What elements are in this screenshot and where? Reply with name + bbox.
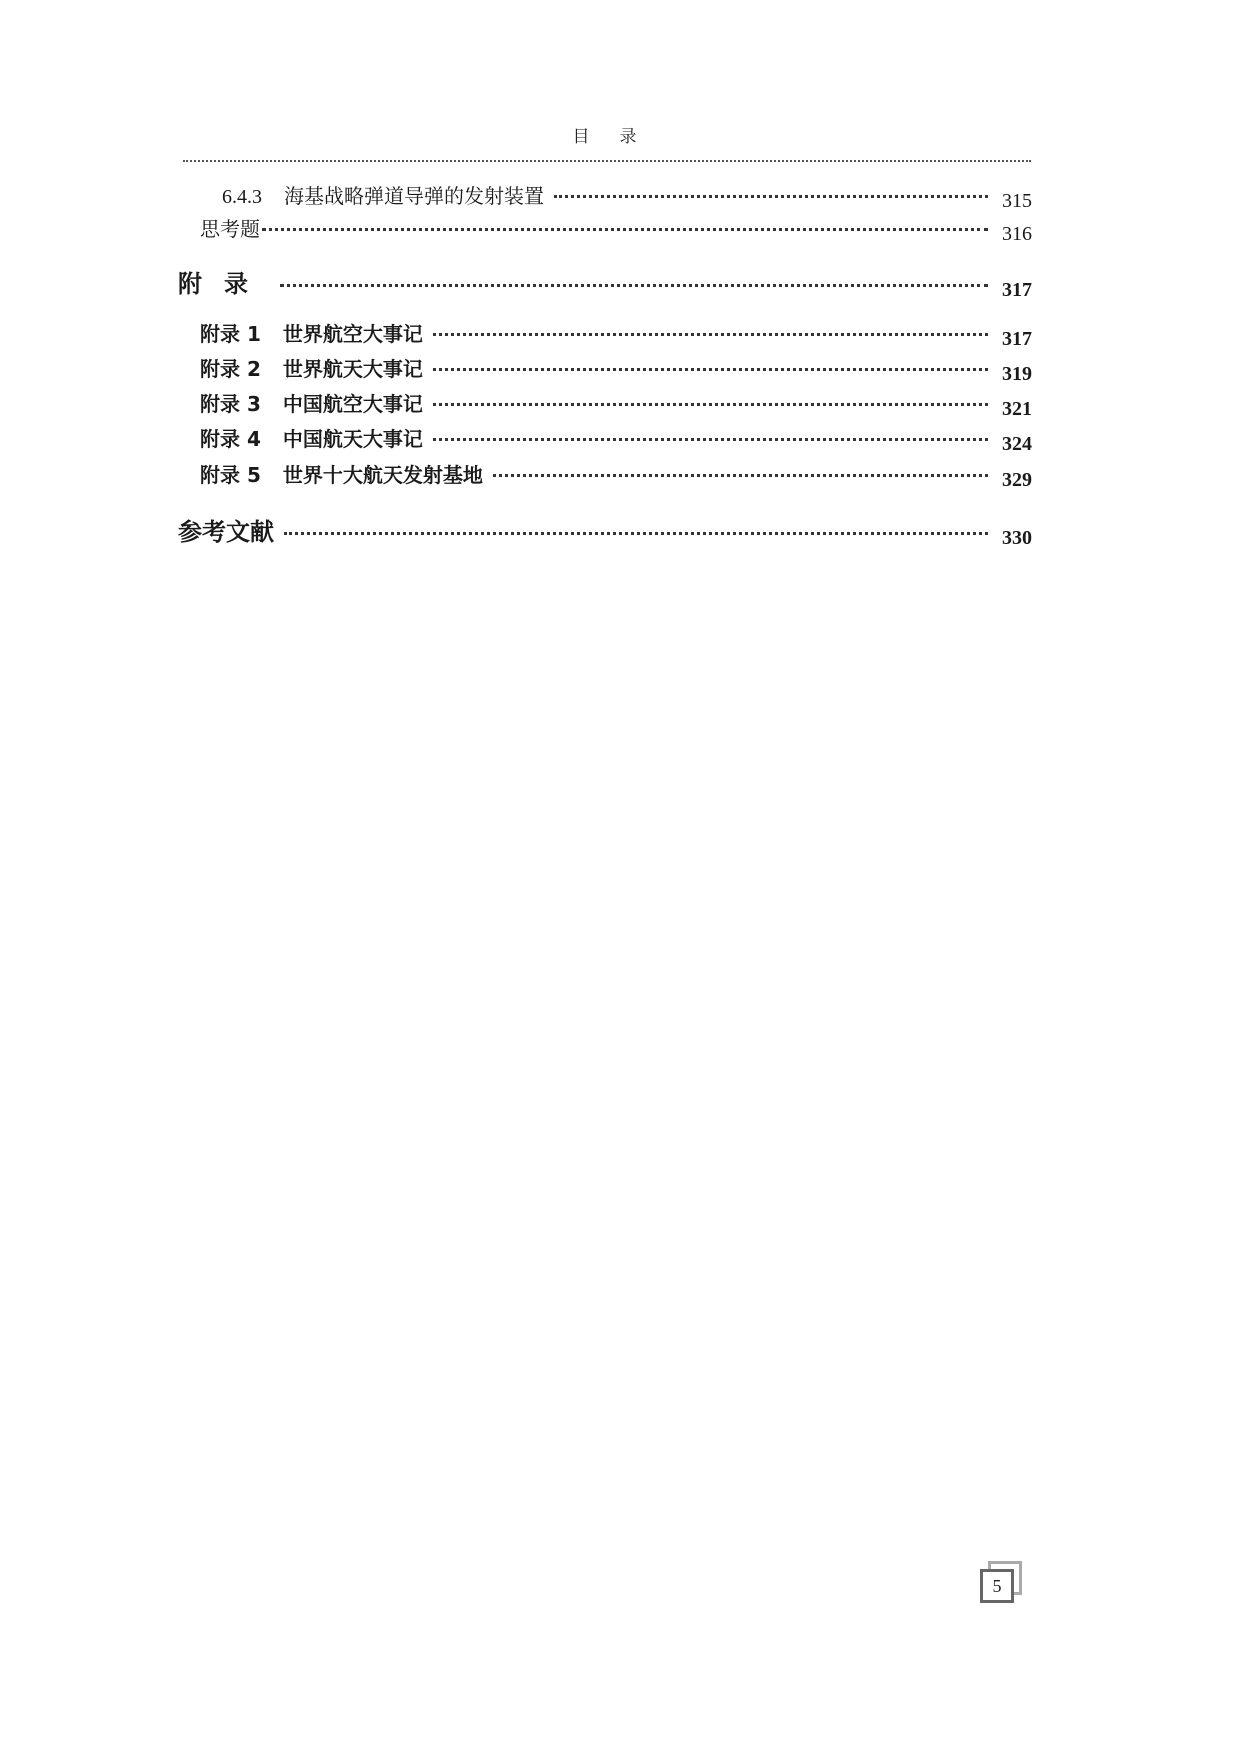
toc-entry-page: 317 <box>1002 279 1032 301</box>
toc-entry-questions[interactable] <box>200 213 1032 243</box>
dot-leader <box>554 195 988 198</box>
toc-entry-page: 330 <box>1002 527 1032 549</box>
toc-entry-title: 参考文献 <box>178 518 274 546</box>
toc-entry-number: 附录 2 <box>200 357 261 381</box>
toc-entry-page: 316 <box>1002 223 1032 245</box>
header-dotted-rule <box>183 160 1031 162</box>
dot-leader <box>493 474 988 477</box>
toc-entry-6-4-3[interactable] <box>222 180 1032 210</box>
toc-entry-number: 6.4.3 <box>222 186 262 208</box>
toc-entry-appendix-3[interactable] <box>200 388 1032 418</box>
toc-entry-appendix-5[interactable] <box>200 459 1032 489</box>
toc-entry-title: 世界航天大事记 <box>282 357 423 381</box>
toc-entry-title: 思考题 <box>200 217 260 241</box>
toc-entry-page: 321 <box>1002 398 1032 420</box>
toc-entry-page: 317 <box>1002 328 1032 350</box>
toc-entry-number: 附录 1 <box>200 322 261 346</box>
dot-leader <box>262 228 988 231</box>
toc-entry-appendix-2[interactable] <box>200 353 1032 383</box>
toc-entry-title: 世界十大航天发射基地 <box>282 463 483 487</box>
toc-entry-title: 附录 <box>178 270 270 298</box>
page-number: 5 <box>980 1569 1014 1603</box>
toc-entry-page: 329 <box>1002 469 1032 491</box>
dot-leader <box>433 403 988 406</box>
toc-entry-page: 315 <box>1002 190 1032 212</box>
toc-entry-appendix-4[interactable] <box>200 423 1032 453</box>
toc-entry-page: 324 <box>1002 433 1032 455</box>
toc-entry-title: 海基战略弹道导弹的发射装置 <box>284 184 544 208</box>
toc-entry-title: 中国航天大事记 <box>282 427 423 451</box>
dot-leader <box>280 284 988 287</box>
toc-entry-title: 中国航空大事记 <box>282 392 423 416</box>
toc-entry-appendix[interactable] <box>178 264 1032 301</box>
dot-leader <box>284 532 988 535</box>
dot-leader <box>433 368 988 371</box>
dot-leader <box>433 438 988 441</box>
running-header: 目录 <box>572 127 667 147</box>
toc-entry-appendix-1[interactable] <box>200 318 1032 348</box>
dot-leader <box>433 333 988 336</box>
toc-entry-title: 世界航空大事记 <box>282 322 423 346</box>
toc-entry-number: 附录 3 <box>200 392 261 416</box>
toc-entry-number: 附录 4 <box>200 427 261 451</box>
toc-entry-references[interactable] <box>178 512 1032 549</box>
toc-entry-number: 附录 5 <box>200 463 261 487</box>
toc-entry-page: 319 <box>1002 363 1032 385</box>
